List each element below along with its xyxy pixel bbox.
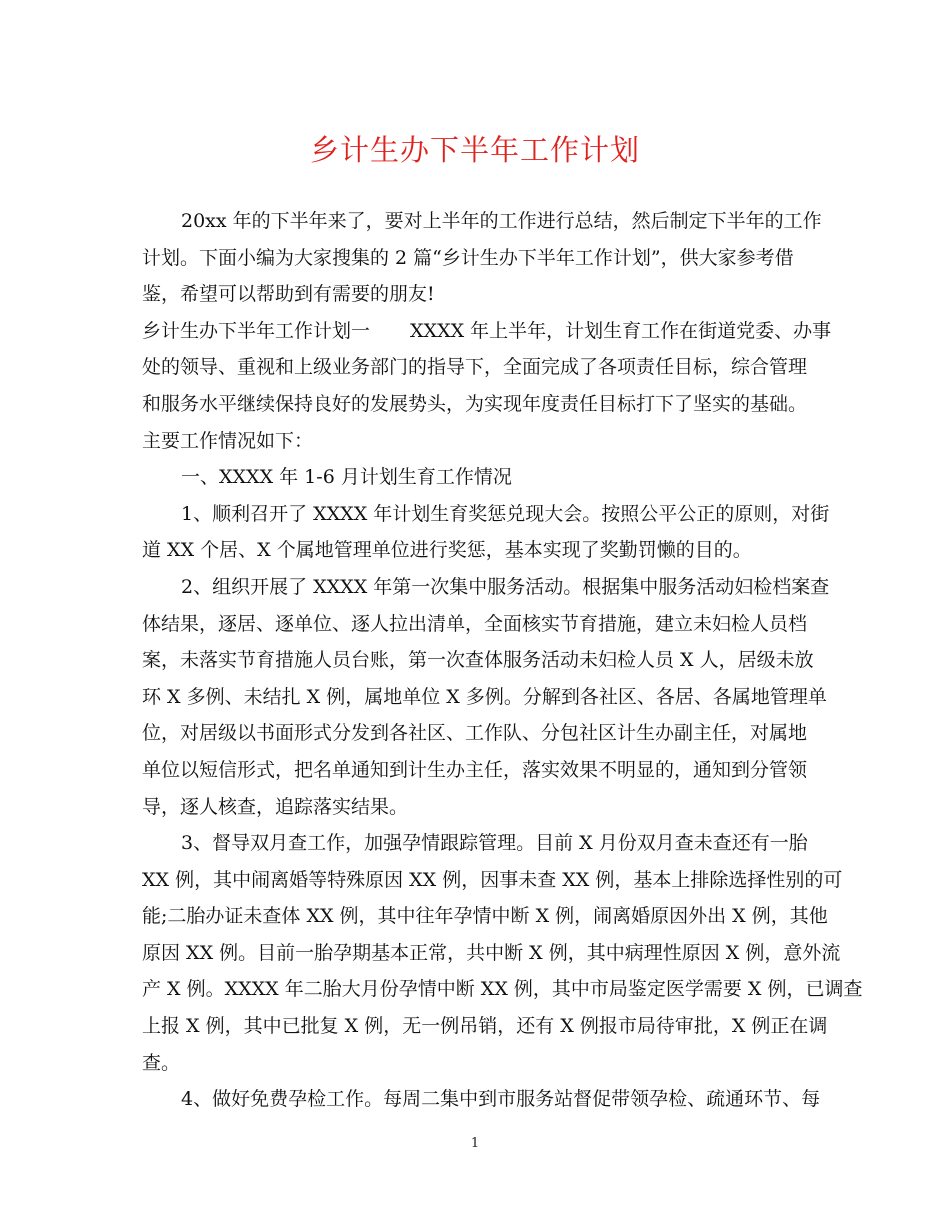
text-line-content: 4、做好免费孕检工作。每周二集中到市服务站督促带领孕检、疏通环节、每: [181, 1088, 821, 1111]
text-line-content: 上报 X 例，其中已批复 X 例，无一例吊销，还有 X 例报市局待审批，X 例正在调: [142, 1015, 828, 1038]
text-line: [142, 715, 810, 752]
page-number: 1: [470, 1136, 480, 1151]
text-line-content: 计划。下面小编为大家搜集的 2 篇“乡计生办下半年工作计划”，供大家参考借: [142, 246, 794, 269]
text-line: [142, 971, 863, 1008]
text-line-content: 位，对居级以书面形式分发到各社区、工作队、分包社区计生办副主任，对属地: [142, 722, 808, 745]
text-line: [142, 240, 810, 277]
text-line: [142, 789, 810, 826]
text-line-content: 2、组织开展了 XXXX 年第一次集中服务活动。根据集中服务活动妇检档案查: [181, 575, 830, 598]
text-line: [142, 752, 810, 789]
text-line-content: 乡计生办下半年工作计划一: [142, 319, 371, 342]
text-line-content: 能;二胎办证未查体 XX 例，其中往年孕情中断 X 例，闹离婚原因外出 X 例，其他: [142, 905, 828, 928]
text-line-continuation: XXXX 年上半年，计划生育工作在街道党委、办事: [410, 319, 832, 342]
text-line: [142, 203, 822, 240]
text-line-content: 查。: [142, 1051, 181, 1074]
text-line-content: 主要工作情况如下：: [142, 429, 314, 452]
text-line-content: 1、顺利召开了 XXXX 年计划生育奖惩兑现大会。按照公平公正的原则，对街: [181, 502, 830, 525]
text-line-content: 环 X 多例、未结扎 X 例，属地单位 X 多例。分解到各社区、各居、各属地管理单: [142, 685, 827, 708]
text-line-content: 20xx 年的下半年来了，要对上半年的工作进行总结，然后制定下半年的工作: [181, 210, 822, 232]
text-line-content: 体结果，逐居、逐单位、逐人拉出清单，全面核实节育措施，建立未妇检人员档: [142, 612, 808, 635]
text-line-content: 道 XX 个居、X 个属地管理单位进行奖惩，基本实现了奖勤罚懒的目的。: [142, 539, 752, 562]
text-line-content: 3、督导双月查工作，加强孕情跟踪管理。目前 X 月份双月查未查还有一胎: [181, 832, 808, 855]
text-line-content: 和服务水平继续保持良好的发展势头，为实现年度责任目标打下了坚实的基础。: [142, 392, 808, 415]
text-line: [142, 935, 841, 972]
text-line: [142, 1045, 810, 1082]
text-line: [142, 496, 830, 533]
text-line-content: 案，未落实节育措施人员台账，第一次查体服务活动未妇检人员 X 人，居级未放: [142, 649, 814, 672]
text-line: [142, 276, 810, 313]
text-line-content: 一、XXXX 年 1-6 月计划生育工作情况: [181, 466, 512, 489]
text-line-content: 单位以短信形式，把名单通知到计生办主任，落实效果不明显的，通知到分管领: [142, 758, 808, 781]
text-line: [142, 423, 810, 460]
text-line: [142, 862, 843, 899]
text-line: [142, 313, 832, 350]
text-line-content: 原因 XX 例。目前一胎孕期基本正常，共中断 X 例，其中病理性原因 X 例，意外流: [142, 941, 841, 964]
text-line: [142, 679, 827, 716]
text-line: [142, 642, 814, 679]
text-line-content: 导，逐人核查，追踪落实结果。: [142, 795, 409, 818]
text-line: [142, 825, 810, 862]
text-line: [142, 386, 810, 423]
text-line-content: 产 X 例。XXXX 年二胎大月份孕情中断 XX 例，其中市局鉴定医学需要 X 例，已调查: [142, 978, 863, 1001]
text-line: [142, 606, 810, 643]
text-line: [142, 349, 810, 386]
document-title: 乡计生办下半年工作计划: [309, 133, 640, 167]
text-line: [142, 1081, 821, 1118]
text-line: [142, 459, 810, 496]
text-line: [142, 898, 828, 935]
text-line-content: 处的领导、重视和上级业务部门的指导下，全面完成了各项责任目标，综合管理: [142, 356, 808, 379]
text-line: [142, 532, 810, 569]
document-body: [142, 203, 863, 1118]
text-line: [142, 1008, 828, 1045]
text-line: [142, 569, 830, 606]
text-line-content: XX 例，其中闹离婚等特殊原因 XX 例，因事未查 XX 例，基本上排除选择性别的可: [142, 868, 843, 891]
text-line-content: 鉴，希望可以帮助到有需要的朋友!: [142, 283, 435, 306]
